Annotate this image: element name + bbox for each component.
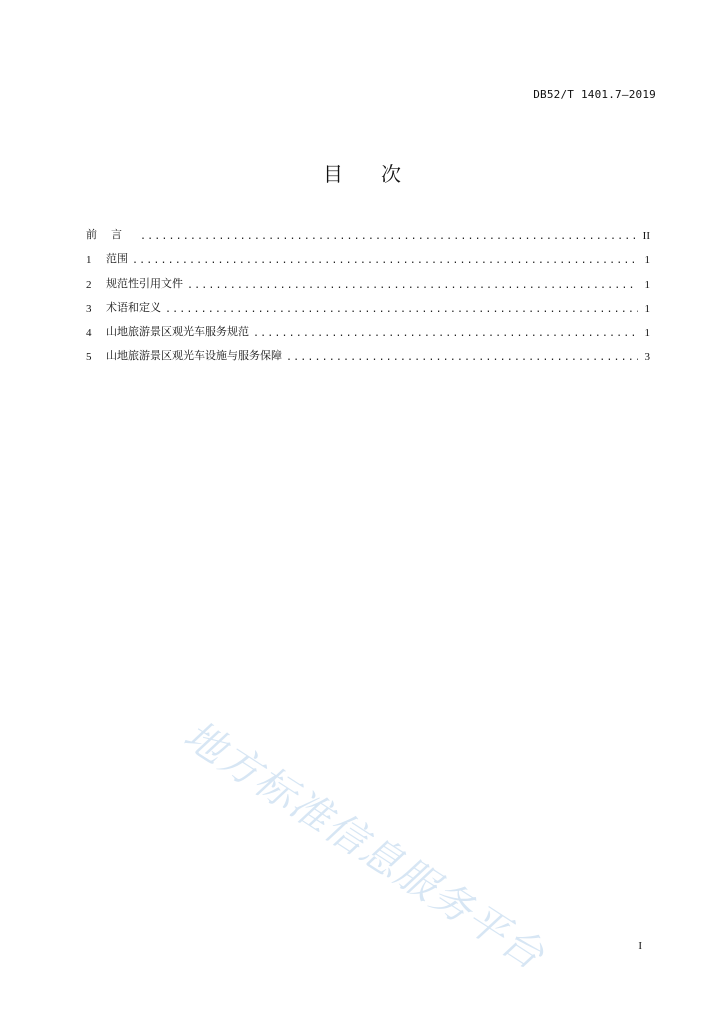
toc-entry-normative-references[interactable]	[86, 266, 650, 290]
toc-entry-service-specification[interactable]	[86, 315, 650, 339]
toc-entry-label: 前言	[86, 228, 136, 242]
table-of-contents	[86, 218, 650, 363]
toc-entry-facilities-guarantee[interactable]	[86, 339, 650, 363]
toc-leader-dots	[165, 304, 638, 315]
toc-entry-foreword[interactable]	[86, 218, 650, 242]
watermark: 地方标准信息服务平台	[175, 712, 553, 980]
document-code: DB52/T 1401.7—2019	[533, 88, 656, 101]
toc-entry-number: 5	[86, 351, 92, 364]
toc-leader-dots	[253, 328, 638, 339]
toc-entry-number: 2	[86, 278, 92, 291]
toc-entry-page: 1	[644, 302, 650, 315]
toc-entry-page: 1	[644, 254, 650, 267]
toc-entry-label: 山地旅游景区观光车服务规范	[106, 324, 249, 338]
toc-entry-terms-definitions[interactable]	[86, 291, 650, 315]
toc-entry-label: 山地旅游景区观光车设施与服务保障	[106, 349, 282, 363]
toc-leader-dots	[286, 352, 638, 363]
toc-entry-label: 规范性引用文件	[106, 276, 183, 290]
toc-leader-dots	[140, 231, 638, 242]
toc-leader-dots	[187, 280, 638, 291]
toc-entry-number: 1	[86, 254, 92, 267]
toc-entry-page: II	[642, 230, 650, 243]
toc-entry-page: 3	[644, 351, 650, 364]
toc-entry-scope[interactable]	[86, 242, 650, 266]
toc-entry-label: 范围	[106, 252, 128, 266]
toc-entry-page: 1	[644, 326, 650, 339]
toc-entry-number: 3	[86, 302, 92, 315]
page-title: 目次	[323, 162, 439, 186]
page-number: I	[638, 940, 642, 952]
toc-leader-dots	[132, 255, 638, 266]
toc-entry-number: 4	[86, 326, 92, 339]
toc-entry-label: 术语和定义	[106, 300, 161, 314]
toc-entry-page: 1	[644, 278, 650, 291]
